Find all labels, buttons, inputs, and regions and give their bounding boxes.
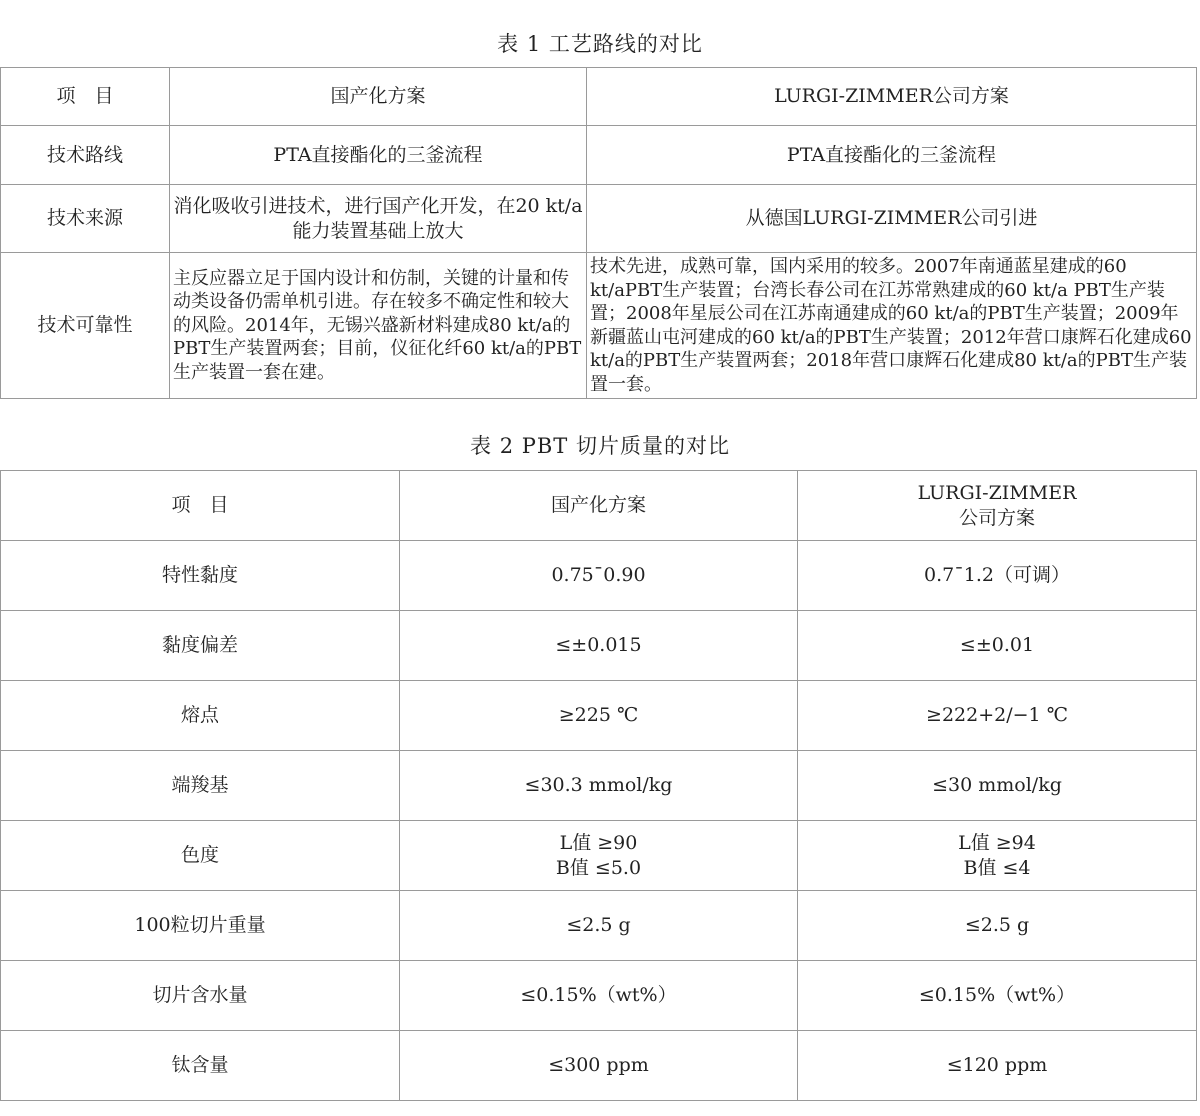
row-label: 黏度偏差 (1, 611, 400, 681)
row-label: 熔点 (1, 681, 400, 751)
table1-caption: 表 1 工艺路线的对比 (497, 32, 703, 56)
cell-domestic: ≤0.15%（wt%） (400, 961, 798, 1031)
row-label: 100粒切片重量 (1, 891, 400, 961)
color-l-value: L值 ≥90 (559, 831, 638, 854)
cell-lurgi (798, 821, 1197, 891)
cell-lurgi: ≤2.5 g (798, 891, 1197, 961)
table-row (1, 891, 1197, 961)
cell-lurgi: 从德国LURGI-ZIMMER公司引进 (587, 185, 1197, 253)
table-header-row (1, 471, 1197, 541)
table-row (1, 611, 1197, 681)
color-b-value: B值 ≤4 (963, 856, 1031, 879)
cell-domestic: ≤300 ppm (400, 1031, 798, 1101)
color-l-value: L值 ≥94 (958, 831, 1036, 854)
cell-domestic: 消化吸收引进技术，进行国产化开发，在20 kt/a能力装置基础上放大 (170, 185, 587, 253)
table-row (1, 751, 1197, 821)
row-label: 端羧基 (1, 751, 400, 821)
color-b-value: B值 ≤5.0 (555, 856, 642, 879)
table-row (1, 961, 1197, 1031)
header-item: 项 目 (1, 68, 170, 126)
header-domestic: 国产化方案 (400, 471, 798, 541)
cell-lurgi: ≤30 mmol/kg (798, 751, 1197, 821)
row-label: 色度 (1, 821, 400, 891)
table-row (1, 681, 1197, 751)
cell-lurgi: ≥222+2/−1 ℃ (798, 681, 1197, 751)
cell-lurgi: 0.7¯1.2（可调） (798, 541, 1197, 611)
row-label: 技术可靠性 (1, 253, 170, 399)
cell-lurgi: ≤±0.01 (798, 611, 1197, 681)
pbt-chip-quality-table (0, 470, 1197, 1101)
header-lurgi-line1: LURGI-ZIMMER (917, 481, 1077, 504)
row-label: 技术路线 (1, 126, 170, 185)
cell-domestic (400, 821, 798, 891)
process-route-comparison-table (0, 67, 1197, 399)
table-row (1, 253, 1197, 399)
row-label: 切片含水量 (1, 961, 400, 1031)
table-row (1, 541, 1197, 611)
row-label: 技术来源 (1, 185, 170, 253)
cell-domestic: ≤2.5 g (400, 891, 798, 961)
cell-domestic: ≤±0.015 (400, 611, 798, 681)
header-lurgi: LURGI-ZIMMER公司方案 (587, 68, 1197, 126)
cell-domestic: 0.75¯0.90 (400, 541, 798, 611)
row-label: 钛含量 (1, 1031, 400, 1101)
table-header-row (1, 68, 1197, 126)
cell-lurgi: ≤0.15%（wt%） (798, 961, 1197, 1031)
cell-domestic: PTA直接酯化的三釜流程 (170, 126, 587, 185)
table2-caption: 表 2 PBT 切片质量的对比 (470, 434, 730, 458)
cell-lurgi: 技术先进，成熟可靠，国内采用的较多。2007年南通蓝星建成的60 kt/aPBT生产装置；台湾长春公司在江苏常熟建成的60 kt/a PBT生产装置；2008年星辰公司在江苏南通建成的60 kt/a的PBT生产装置；2009年新疆蓝山屯河建成的60 kt/a的PBT生产装置；2012年营口康辉石化建成60 kt/a的PBT生产装置两套；2018年营口康辉石化建成80 kt/a的PBT生产装置一套。 (587, 253, 1197, 399)
header-domestic: 国产化方案 (170, 68, 587, 126)
cell-domestic: ≥225 ℃ (400, 681, 798, 751)
cell-domestic: 主反应器立足于国内设计和仿制，关键的计量和传动类设备仍需单机引进。存在较多不确定性和较大的风险。2014年，无锡兴盛新材料建成80 kt/a的PBT生产装置两套；目前，仪征化纤60 kt/a的PBT生产装置一套在建。 (170, 253, 587, 399)
cell-lurgi: PTA直接酯化的三釜流程 (587, 126, 1197, 185)
cell-domestic: ≤30.3 mmol/kg (400, 751, 798, 821)
cell-lurgi: ≤120 ppm (798, 1031, 1197, 1101)
table-row (1, 1031, 1197, 1101)
header-lurgi-line2: 公司方案 (958, 506, 1035, 529)
table-row (1, 126, 1197, 185)
row-label: 特性黏度 (1, 541, 400, 611)
table-row (1, 185, 1197, 253)
header-item: 项 目 (1, 471, 400, 541)
table-row (1, 821, 1197, 891)
header-lurgi (798, 471, 1197, 541)
